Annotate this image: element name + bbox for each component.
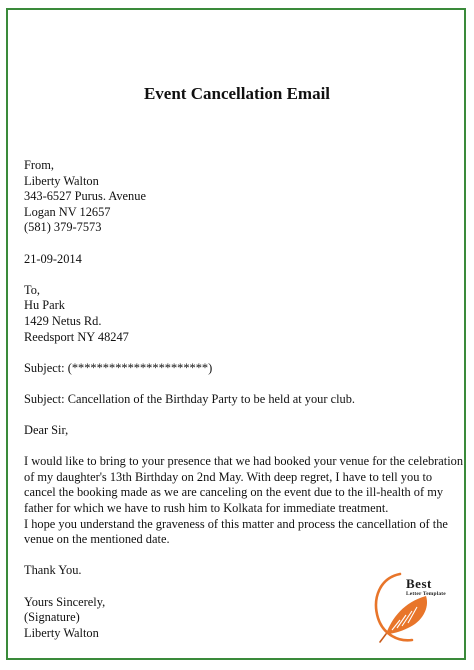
document-title: Event Cancellation Email <box>143 84 331 103</box>
logo-wordmark: Best <box>406 576 432 591</box>
letter-date <box>24 252 464 268</box>
subject-placeholder <box>24 361 464 377</box>
date-text: 21-09-2014 <box>24 251 82 266</box>
sender-block <box>24 158 464 236</box>
closing-sign-off: Yours Sincerely, <box>24 594 106 609</box>
sender-label: From, <box>24 158 54 172</box>
subject-placeholder-text: Subject: (**********************) <box>24 360 213 375</box>
recipient-address-line1: 1429 Netus Rd. <box>24 313 102 328</box>
subject-text: Subject: Cancellation of the Birthday Party to be held at your club. <box>24 391 356 406</box>
recipient-address-line2: Reedsport NY 48247 <box>24 329 129 344</box>
sender-address-line2: Logan NV 12657 <box>24 204 111 219</box>
subject-line <box>24 392 464 408</box>
closing-signature: (Signature) <box>24 610 80 625</box>
salutation-text: Dear Sir, <box>24 423 69 438</box>
closing-name: Liberty Walton <box>24 625 99 640</box>
recipient-label: To, <box>24 282 40 297</box>
best-letter-template-logo <box>370 568 460 648</box>
body-paragraphs <box>24 454 464 548</box>
body-paragraph-2: I hope you understand the graveness of this matter and process the cancellation of the venue on the mentioned date. <box>24 516 448 547</box>
sender-phone: (581) 379-7573 <box>24 220 102 235</box>
sender-name: Liberty Walton <box>24 173 99 188</box>
recipient-name: Hu Park <box>24 298 65 313</box>
thanks-text: Thank You. <box>24 563 82 578</box>
sender-address-line1: 343-6527 Purus. Avenue <box>24 189 146 204</box>
logo-tagline: Letter Template <box>406 591 446 597</box>
body-paragraph-1: I would like to bring to your presence that we had booked your venue for the celebration of my daughter's 13th Birthday on 2nd May. With deep regret, I have to tell you to cancel the booking made as we are canceling on the event due to the ill-health of my father for which we have to rush him to Kolkata for immediate treatment. <box>24 454 464 516</box>
recipient-block <box>24 283 464 345</box>
salutation <box>24 423 464 439</box>
